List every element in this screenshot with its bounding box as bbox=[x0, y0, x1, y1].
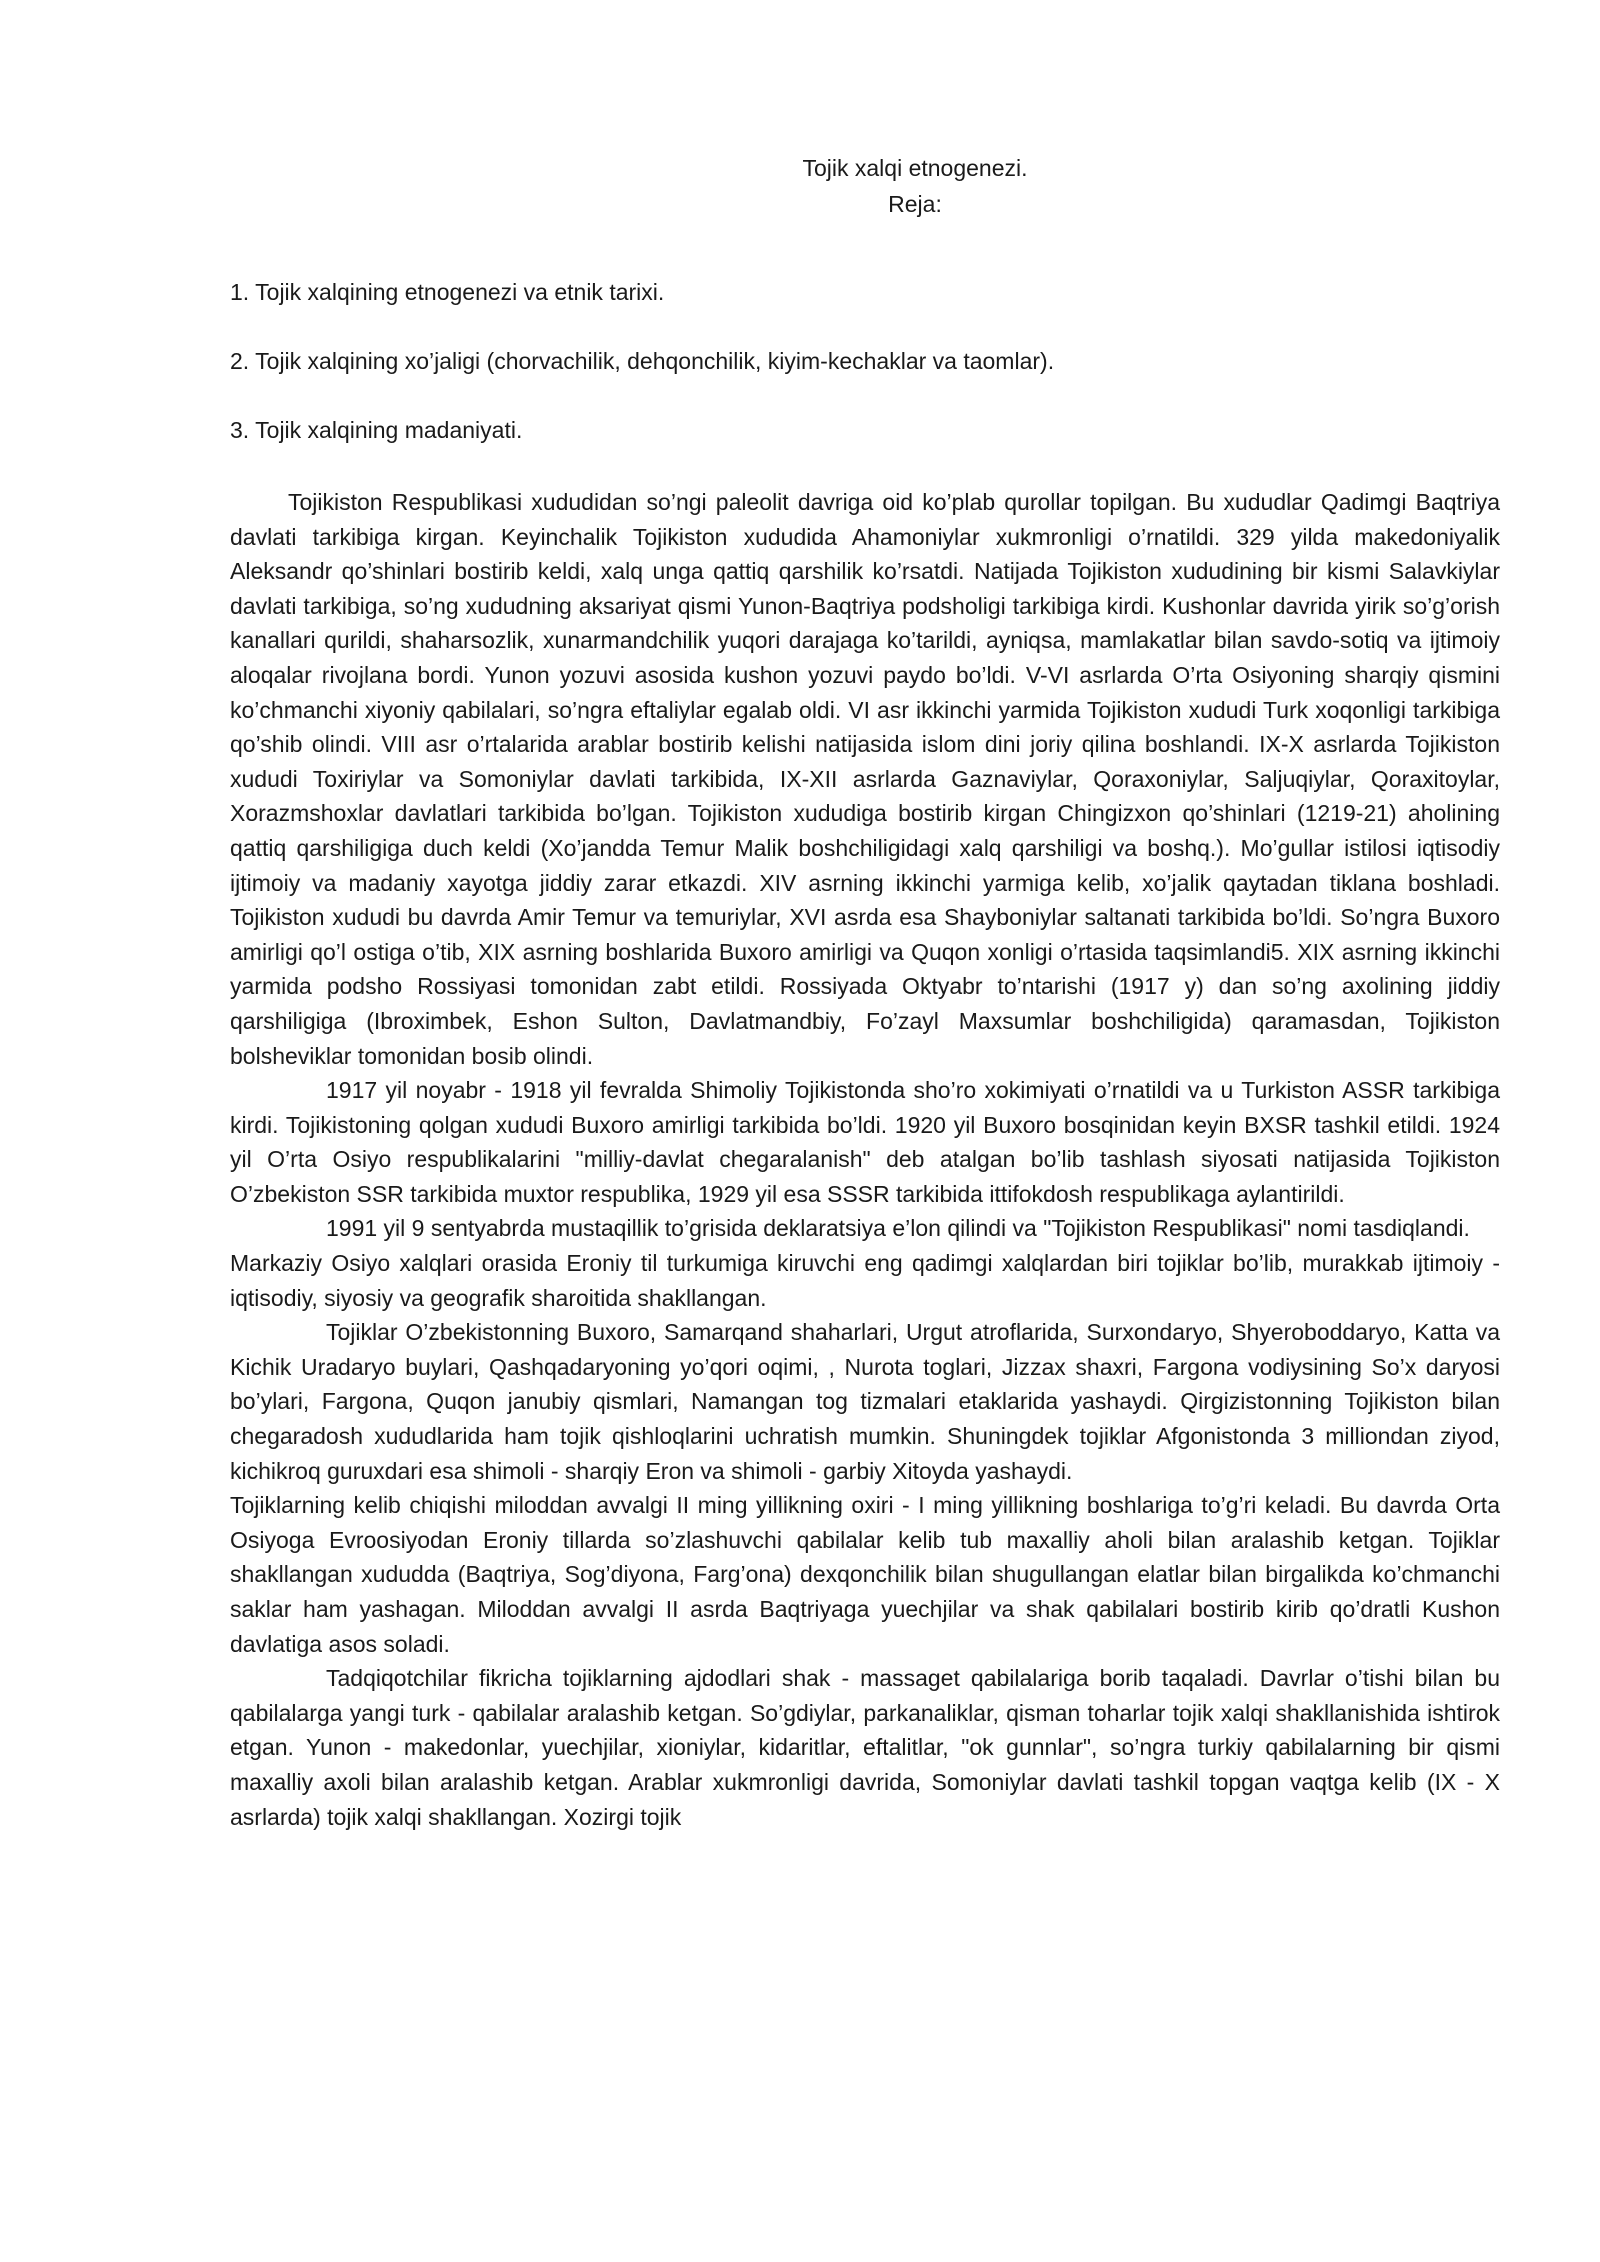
document-page bbox=[230, 150, 1500, 1834]
plan-item-3: 3. Tojik xalqining madaniyati. bbox=[230, 417, 523, 443]
paragraph-origin: Tojiklarning kelib chiqishi miloddan avvalgi II ming yillikning oxiri - I ming yillikning boshlariga to’g’ri keladi. Bu davrda Orta Osiyoga Evroosiyodan Eroniy tillarda so’zlashuvchi qabilalar kelib tub maxalliy aholi bilan aralashib ketgan. Tojiklar shakllangan xududda (Baqtriya, Sog’diyona, Farg’ona) dexqonchilik bilan shugullangan elatlar bilan birgalikda ko’chmanchi saklar ham yashagan. Miloddan avvalgi II asrda Baqtriyaga yuechjilar va shak qabilalari bostirib kirib qo’dratli Kushon davlatiga asos soladi. bbox=[230, 1492, 1500, 1657]
paragraph-settlement: Tojiklar O’zbekistonning Buxoro, Samarqand shaharlari, Urgut atroflarida, Surxondaryo, Shyeroboddaryo, Katta va Kichik Uradaryo buylari, Qashqadaryoning yo’qori oqimi, , Nurota toglari, Jizzax shaxri, Fargona vodiysining So’x daryosi bo’ylari, Fargona, Quqon janubiy qismlari, Namangan tog tizmalari etaklarida yashaydi. Qirgizistonning Tojikiston bilan chegaradosh xududlarida ham tojik qishloqlarini uchratish mumkin. Shuningdek tojiklar Afgonistonda 3 milliondan ziyod, kichikroq guruxdari esa shimoli - sharqiy Eron va shimoli - garbiy Xitoyda yashaydi. bbox=[230, 1319, 1500, 1484]
paragraph-ancestors: Tadqiqotchilar fikricha tojiklarning ajdodlari shak - massaget qabilalariga borib taqaladi. Davrlar o’tishi bilan bu qabilalarga yangi turk - qabilalar aralashib ketgan. So’gdiylar, parkanaliklar, qisman toharlar tojik xalqi shakllanishida ishtirok etgan. Yunon - makedonlar, yuechjilar, xioniylar, kidaritlar, eftalitlar, "ok gunnlar", so’ngra turkiy qabilalarning bir qismi maxalliy axoli bilan aralashib ketgan. Arablar xukmronligi davrida, Somoniylar davlati tashkil topgan vaqtga kelib (IX - X asrlarda) tojik xalqi shakllangan. Xozirgi tojik bbox=[230, 1665, 1500, 1830]
document-title: Tojik xalqi etnogenezi. bbox=[802, 155, 1028, 181]
paragraph-soviet: 1917 yil noyabr - 1918 yil fevralda Shimoliy Tojikistonda sho’ro xokimiyati o’rnatildi va u Turkiston ASSR tarkibiga kirdi. Tojikistoning qolgan xududi Buxoro amirligi tarkibida bo’ldi. 1920 yil Buxoro bosqinidan keyin BXSR tashkil etildi. 1924 yil O’rta Osiyo respublikalarini "milliy-davlat chegaralanish" deb atalgan bo’lib tashlash siyosati natijasida Tojikiston O’zbekiston SSR tarkibida muxtor respublika, 1929 yil esa SSSR tarkibida ittifokdosh respublikaga aylantirildi. bbox=[230, 1077, 1500, 1207]
paragraph-history: Tojikiston Respublikasi xududidan so’ngi paleolit davriga oid ko’plab qurollar topilgan. Bu xududlar Qadimgi Baqtriya davlati tarkibiga kirgan. Keyinchalik Tojikiston xududida Ahamoniylar xukmronligi o’rnatildi. 329 yilda makedoniyalik Aleksandr qo’shinlari bostirib keldi, xalq unga qattiq qarshilik ko’rsatdi. Natijada Tojikiston xududining bir kismi Salavkiylar davlati tarkibiga, so’ng xududning aksariyat qismi Yunon-Baqtriya podsholigi tarkibiga kirdi. Kushonlar davrida yirik so’g’orish kanallari qurildi, shaharsozlik, xunarmandchilik yuqori darajaga ko’tarildi, ayniqsa, mamlakatlar bilan savdo-sotiq va ijtimoiy aloqalar rivojlana bordi. Yunon yozuvi asosida kushon yozuvi paydo bo’ldi. V-VI asrlarda O’rta Osiyoning sharqiy qismini ko’chmanchi xiyoniy qabilalari, so’ngra eftaliylar egalab oldi. VI asr ikkinchi yarmida Tojikiston xududi Turk xoqonligi tarkibiga qo’shib olindi. VIII asr o’rtalarida arablar bostirib kelishi natijasida islom dini joriy qilina boshlandi. IX-X asrlarda Tojikiston xududi Toxiriylar va Somoniylar davlati tarkibida, IX-XII asrlarda Gaznaviylar, Qoraxoniylar, Saljuqiylar, Qoraxitoylar, Xorazmshoxlar davlatlari tarkibida bo’lgan. Tojikiston xududiga bostirib kirgan Chingizxon qo’shinlari (1219-21) aholining qattiq qarshiligiga duch keldi (Xo’jandda Temur Malik boshchiligidagi xalq qarshiligi va boshq.). Mo’gullar istilosi iqtisodiy ijtimoiy va madaniy xayotga jiddiy zarar etkazdi. XIV asrning ikkinchi yarmiga kelib, xo’jalik qaytadan tiklana boshladi. Tojikiston xududi bu davrda Amir Temur va temuriylar, XVI asrda esa Shayboniylar saltanati tarkibida bo’ldi. So’ngra Buxoro amirligi qo’l ostiga o’tib, XIX asrning boshlarida Buxoro amirligi va Quqon xonligi o’rtasida taqsimlandi5. XIX asrning ikkinchi yarmida podsho Rossiyasi tomonidan zabt etildi. Rossiyada Oktyabr to’ntarishi (1917 y) dan so’ng axolining jiddiy qarshiligiga (Ibroximbek, Eshon Sulton, Davlatmandbiy, Fo’zayl Maxsumlar boshchiligida) qaramasdan, Tojikiston bolsheviklar tomonidan bosib olindi. bbox=[230, 489, 1500, 1069]
plan-list bbox=[230, 275, 1500, 447]
plan-heading: Reja: bbox=[888, 191, 942, 217]
plan-item-2: 2. Tojik xalqining xo’jaligi (chorvachilik, dehqonchilik, kiyim-kechaklar va taomlar). bbox=[230, 348, 1055, 374]
title-block bbox=[565, 150, 1265, 222]
paragraph-independence: 1991 yil 9 sentyabrda mustaqillik to’grisida deklaratsiya e’lon qilindi va "Tojikiston Respublikasi" nomi tasdiqlandi. bbox=[326, 1215, 1470, 1242]
plan-item-1: 1. Tojik xalqining etnogenezi va etnik tarixi. bbox=[230, 279, 665, 305]
paragraph-origins-intro: Markaziy Osiyo xalqlari orasida Eroniy til turkumiga kiruvchi eng qadimgi xalqlardan biri tojiklar bo’lib, murakkab ijtimoiy - iqtisodiy, siyosiy va geografik sharoitida shakllangan. bbox=[230, 1250, 1500, 1311]
